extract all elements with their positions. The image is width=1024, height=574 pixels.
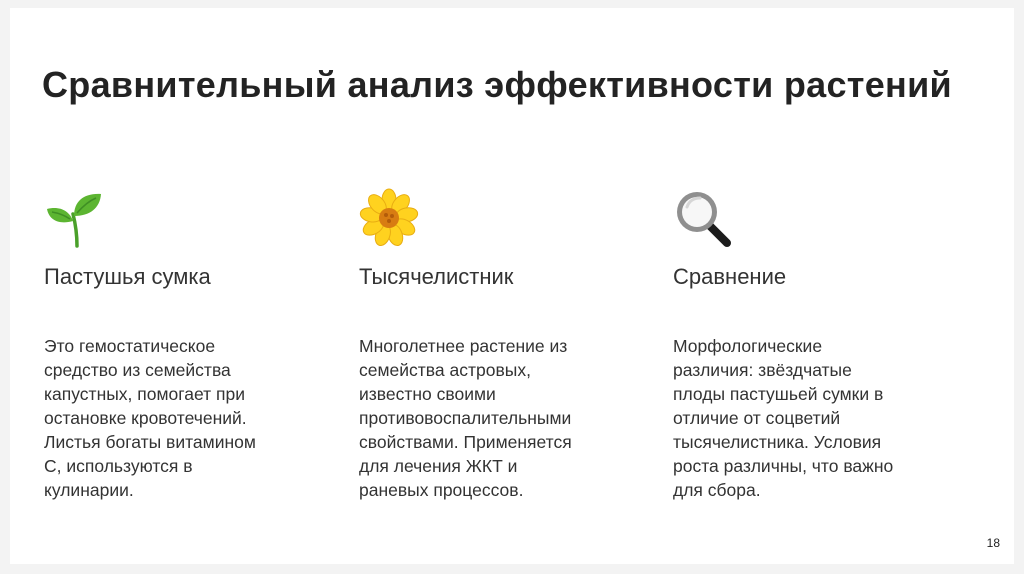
column-yarrow bbox=[359, 188, 619, 502]
column-text: Морфологические различия: звёздчатые плоды пастушьей сумки в отличие от соцветий тысячелистника. Условия роста различны, что важно для сбора. bbox=[673, 336, 894, 500]
sunflower-icon bbox=[359, 188, 419, 248]
slide bbox=[10, 8, 1014, 564]
seedling-icon bbox=[44, 188, 104, 248]
column-text: Это гемостатическое средство из семейства капустных, помогает при остановке кровотечений. Листья богаты витамином С, используются в кулинарии. bbox=[44, 336, 256, 500]
slide-title: Сравнительный анализ эффективности растений bbox=[42, 64, 952, 105]
column-title: Тысячелистник bbox=[359, 264, 514, 289]
page-number: 18 bbox=[986, 536, 1000, 550]
column-title: Сравнение bbox=[673, 264, 787, 289]
magnifying-glass-icon bbox=[673, 188, 733, 248]
column-title: Пастушья сумка bbox=[44, 264, 211, 289]
column-shepherds-purse bbox=[44, 188, 304, 502]
column-text: Многолетнее растение из семейства астровых, известно своими противовоспалительными свойствами. Применяется для лечения ЖКТ и раневых процессов. bbox=[359, 336, 572, 500]
column-comparison bbox=[673, 188, 933, 502]
